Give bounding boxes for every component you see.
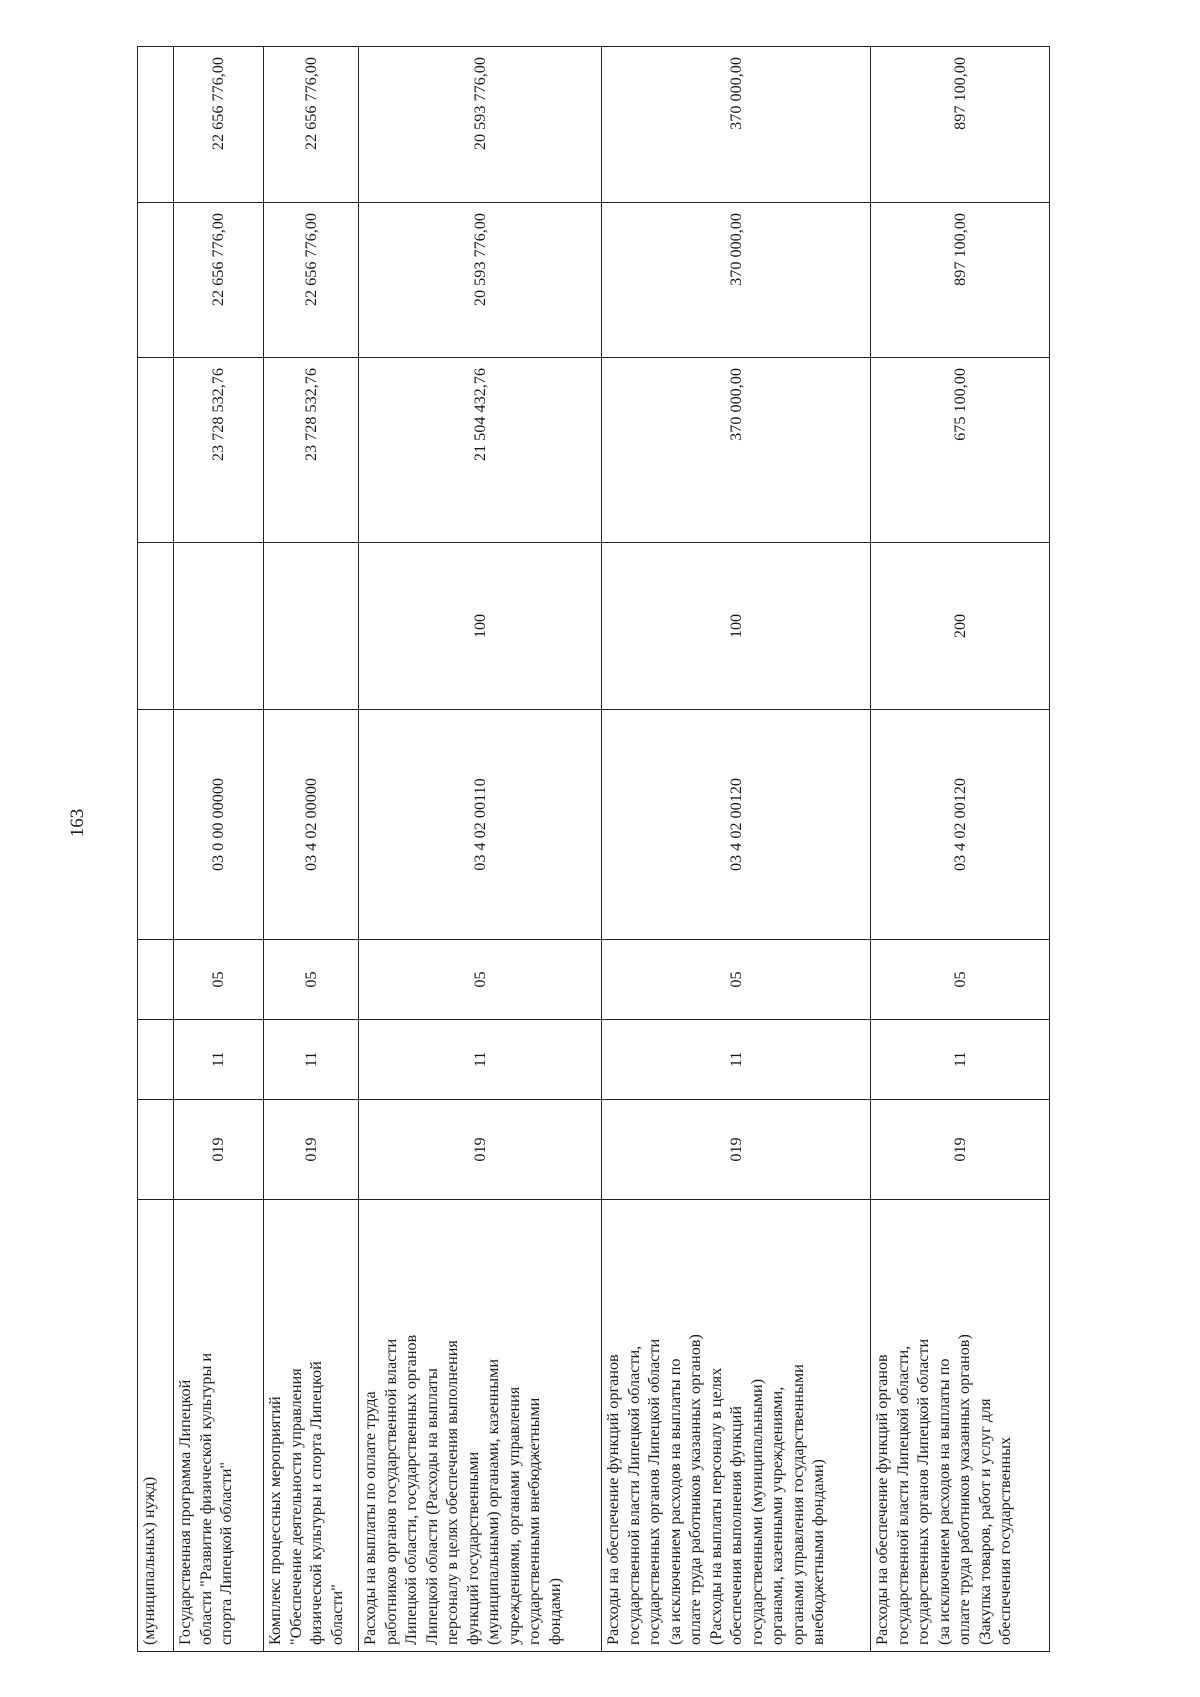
description-line: государственными внебюджетными <box>525 1397 544 1645</box>
subsection-code-cell: 05 <box>174 940 264 1020</box>
amount-cell-year2: 897 100,00 <box>871 203 1050 358</box>
expense-type-cell: 100 <box>602 543 871 710</box>
description-line: работников органов государственной власти <box>381 1338 400 1645</box>
description-line: Расходы на выплаты по оплате труда <box>361 1391 380 1645</box>
description-line: органами управления государственными <box>788 1364 807 1645</box>
empty-cell <box>138 543 174 710</box>
target-item-cell: 03 0 00 00000 <box>174 710 264 940</box>
amount-cell-year1: 370 000,00 <box>602 358 871 543</box>
subsection-code-cell: 05 <box>359 940 602 1020</box>
amount-cell-year1: 675 100,00 <box>871 358 1050 543</box>
description-cell <box>174 1200 264 1652</box>
amount-cell-year3: 22 656 776,00 <box>264 47 359 203</box>
section-code-cell: 11 <box>602 1020 871 1100</box>
description-line: обеспечения государственных <box>996 1436 1015 1645</box>
table-row-continuation <box>138 47 174 1652</box>
section-code-cell: 11 <box>871 1020 1050 1100</box>
table-row <box>359 47 602 1652</box>
expense-type-cell <box>264 543 359 710</box>
description-line: Расходы на обеспечение функций органов <box>604 1354 623 1645</box>
description-line: оплате труда работников указанных органов) <box>686 1334 705 1645</box>
description-line: государственных органов Липецкой области <box>645 1338 664 1645</box>
expense-type-cell <box>174 543 264 710</box>
description-line: фондами) <box>545 1578 564 1645</box>
description-cell <box>871 1200 1050 1652</box>
description-line: Липецкой области (Расходы на выплаты <box>422 1368 441 1645</box>
description-line: Липецкой области, государственных органов <box>402 1334 421 1645</box>
target-item-cell: 03 4 02 00120 <box>871 710 1050 940</box>
empty-cell <box>138 940 174 1020</box>
amount-cell-year3: 897 100,00 <box>871 47 1050 203</box>
description-line: государственной власти Липецкой области, <box>624 1345 643 1645</box>
description-line: физической культуры и спорта Липецкой <box>307 1361 326 1645</box>
admin-code-cell: 019 <box>359 1100 602 1200</box>
admin-code-cell: 019 <box>602 1100 871 1200</box>
description-cell <box>602 1200 871 1652</box>
description-cell: (муниципальных) нужд) <box>138 1200 174 1652</box>
description-line: Расходы на обеспечение функций органов <box>873 1354 892 1645</box>
target-item-cell: 03 4 02 00120 <box>602 710 871 940</box>
page-number: 163 <box>67 808 88 838</box>
amount-cell-year2: 20 593 776,00 <box>359 203 602 358</box>
empty-cell <box>138 1100 174 1200</box>
description-line: (муниципальными) органами, казенными <box>484 1358 503 1645</box>
subsection-code-cell: 05 <box>871 940 1050 1020</box>
table-body <box>138 47 1050 1652</box>
amount-cell-year3: 22 656 776,00 <box>174 47 264 203</box>
amount-cell-year1: 23 728 532,76 <box>264 358 359 543</box>
description-line: (за исключением расходов на выплаты по <box>934 1358 953 1645</box>
empty-cell <box>138 710 174 940</box>
section-code-cell: 11 <box>264 1020 359 1100</box>
description-line: области" <box>327 1584 346 1645</box>
amount-cell-year3: 370 000,00 <box>602 47 871 203</box>
description-line: Комплекс процессных мероприятий <box>266 1396 285 1645</box>
empty-cell <box>138 47 174 203</box>
table-row <box>602 47 871 1652</box>
description-cell <box>264 1200 359 1652</box>
description-line: (Расходы на выплаты персоналу в целях <box>706 1367 725 1645</box>
amount-cell-year1: 23 728 532,76 <box>174 358 264 543</box>
description-line: (Закупка товаров, работ и услуг для <box>975 1398 994 1645</box>
description-line: персоналу в целях обеспечения выполнения <box>443 1340 462 1645</box>
expense-type-cell: 100 <box>359 543 602 710</box>
section-code-cell: 11 <box>359 1020 602 1100</box>
amount-cell-year2: 370 000,00 <box>602 203 871 358</box>
description-line: государственной власти Липецкой области, <box>893 1345 912 1645</box>
description-line: спорта Липецкой области" <box>217 1461 236 1645</box>
amount-cell-year2: 22 656 776,00 <box>174 203 264 358</box>
section-code-cell: 11 <box>174 1020 264 1100</box>
target-item-cell: 03 4 02 00000 <box>264 710 359 940</box>
amount-cell-year1: 21 504 432,76 <box>359 358 602 543</box>
description-line: функций государственными <box>463 1451 482 1645</box>
description-line: внебюджетными фондами) <box>809 1459 828 1645</box>
description-line: "Обеспечение деятельности управления <box>286 1368 305 1645</box>
empty-cell <box>138 1020 174 1100</box>
table-row <box>174 47 264 1652</box>
target-item-cell: 03 4 02 00110 <box>359 710 602 940</box>
subsection-code-cell: 05 <box>602 940 871 1020</box>
admin-code-cell: 019 <box>871 1100 1050 1200</box>
subsection-code-cell: 05 <box>264 940 359 1020</box>
description-line: области "Развитие физической культуры и <box>196 1352 215 1645</box>
description-line: оплате труда работников указанных органов) <box>955 1334 974 1645</box>
expense-type-cell: 200 <box>871 543 1050 710</box>
rotated-table-container <box>137 47 1050 1652</box>
admin-code-cell: 019 <box>264 1100 359 1200</box>
table-row <box>264 47 359 1652</box>
description-line: государственными (муниципальными) <box>747 1378 766 1645</box>
empty-cell <box>138 203 174 358</box>
amount-cell-year2: 22 656 776,00 <box>264 203 359 358</box>
empty-cell <box>138 358 174 543</box>
budget-table <box>137 46 1050 1652</box>
description-cell <box>359 1200 602 1652</box>
admin-code-cell: 019 <box>174 1100 264 1200</box>
description-line: Государственная программа Липецкой <box>176 1379 195 1645</box>
description-line: учреждениями, органами управления <box>504 1386 523 1645</box>
description-line: (за исключением расходов на выплаты по <box>665 1358 684 1645</box>
table-row <box>871 47 1050 1652</box>
description-line: обеспечения выполнения функций <box>727 1406 746 1645</box>
description-line: государственных органов Липецкой области <box>914 1338 933 1645</box>
description-line: органами, казенными учреждениями, <box>768 1386 787 1645</box>
amount-cell-year3: 20 593 776,00 <box>359 47 602 203</box>
